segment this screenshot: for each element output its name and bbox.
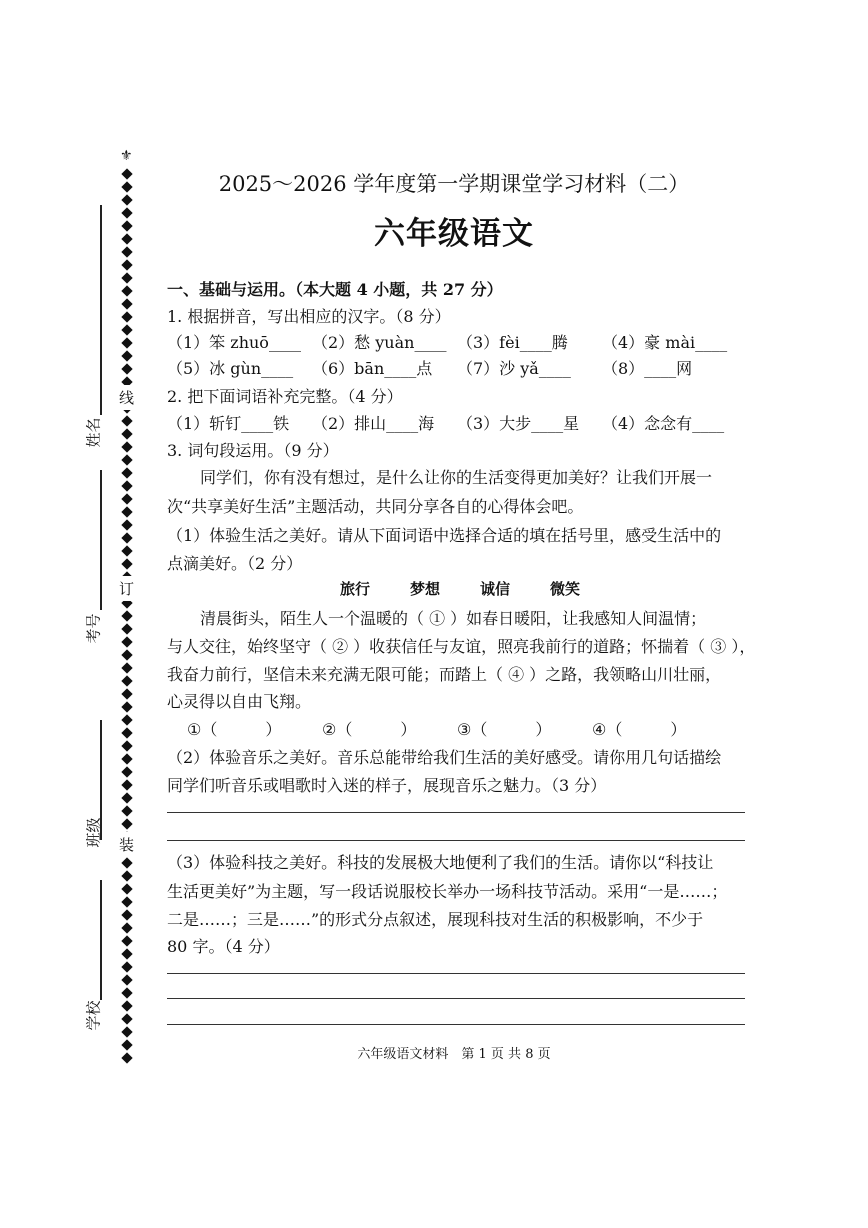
binding-diamond bbox=[121, 818, 132, 829]
binding-diamond bbox=[121, 675, 132, 686]
binding-diamond bbox=[121, 558, 132, 569]
answer-line[interactable] bbox=[167, 1024, 745, 1025]
q1-row2 bbox=[167, 356, 747, 379]
fill-answer-blank[interactable]: ④（ ） bbox=[592, 720, 687, 739]
binding-diamond bbox=[121, 545, 132, 556]
section-heading: 一、基础与运用。（本大题 4 小题，共 27 分） bbox=[167, 280, 503, 299]
binding-diamond bbox=[121, 870, 132, 881]
binding-diamond bbox=[121, 805, 132, 816]
school-label: 学校 bbox=[84, 1000, 103, 1031]
binding-diamond bbox=[121, 610, 132, 621]
q2-item: （3）大步____星 bbox=[457, 414, 580, 433]
q3-sub1-line: （1）体验生活之美好。请从下面词语中选择合适的填在括号里，感受生活中的 bbox=[167, 526, 722, 545]
exam-number-label: 考号 bbox=[84, 613, 103, 644]
q3-sub3-line: （3）体验科技之美好。科技的发展极大地便利了我们的生活。请你以“科技让 bbox=[167, 853, 714, 872]
answer-line[interactable] bbox=[167, 812, 745, 813]
binding-diamond bbox=[121, 454, 132, 465]
q1-item: （6）bān____点 bbox=[312, 359, 433, 378]
q1-item: （4）豪 mài____ bbox=[602, 333, 728, 352]
binding-diamond bbox=[121, 961, 132, 972]
class-label: 班级 bbox=[84, 817, 103, 848]
binding-diamond bbox=[121, 298, 132, 309]
q1-item: （3）fèi____腾 bbox=[457, 333, 568, 352]
q3-sub1-line: 点滴美好。（2 分） bbox=[167, 554, 303, 573]
binding-diamond bbox=[121, 350, 132, 361]
binding-diamond bbox=[121, 363, 132, 374]
q1-row1 bbox=[167, 330, 747, 353]
answer-line[interactable] bbox=[167, 973, 745, 974]
binding-diamond bbox=[121, 935, 132, 946]
q2-item: （2）排山____海 bbox=[312, 414, 435, 433]
q1-item: （5）冰 gùn____ bbox=[167, 359, 294, 378]
q3-sub2-line: 同学们听音乐或唱歌时入迷的样子，展现音乐之魅力。（3 分） bbox=[167, 776, 607, 795]
binding-diamond bbox=[121, 623, 132, 634]
binding-diamond bbox=[121, 519, 132, 530]
q2-item: （4）念念有____ bbox=[602, 414, 725, 433]
binding-diamond bbox=[121, 792, 132, 803]
binding-diamond bbox=[121, 1013, 132, 1024]
fill-answer-blank[interactable]: ①（ ） bbox=[187, 720, 282, 739]
binding-diamond bbox=[121, 493, 132, 504]
binding-diamond bbox=[121, 662, 132, 673]
binding-diamond bbox=[121, 285, 132, 296]
passage-line: 心灵得以自由飞翔。 bbox=[167, 692, 312, 711]
fill-answer-blank[interactable]: ②（ ） bbox=[322, 720, 417, 739]
binding-diamond bbox=[121, 649, 132, 660]
name-label: 姓名 bbox=[84, 417, 103, 448]
binding-diamond bbox=[121, 727, 132, 738]
binding-diamond bbox=[121, 896, 132, 907]
q3-intro-line: 同学们，你有没有想过，是什么让你的生活变得更加美好？让我们开展一 bbox=[200, 468, 713, 487]
q3-sub3-line: 生活更美好”为主题，写一段话说服校长举办一场科技节活动。采用“一是……； bbox=[167, 882, 728, 901]
binding-diamond bbox=[121, 259, 132, 270]
binding-diamond bbox=[121, 506, 132, 517]
binding-diamond bbox=[121, 636, 132, 647]
passage-line: 我奋力前行，坚信未来充满无限可能；而踏上（ ④ ）之路，我领略山川壮丽， bbox=[167, 665, 722, 684]
answer-line[interactable] bbox=[167, 840, 745, 841]
binding-diamond bbox=[121, 922, 132, 933]
q2-item: （1）斩钉____铁 bbox=[167, 414, 290, 433]
binding-diamond bbox=[121, 532, 132, 543]
binding-diamond bbox=[121, 883, 132, 894]
binding-diamond bbox=[121, 948, 132, 959]
binding-diamond bbox=[121, 688, 132, 699]
binding-diamond bbox=[121, 480, 132, 491]
exam-number-underline bbox=[100, 470, 102, 610]
passage-line: 清晨街头，陌生人一个温暖的（ ① ）如春日暖阳，让我感知人间温情； bbox=[200, 609, 707, 628]
fill-answers-row bbox=[187, 717, 727, 740]
binding-diamond bbox=[121, 987, 132, 998]
binding-diamond bbox=[121, 441, 132, 452]
answer-line[interactable] bbox=[167, 998, 745, 999]
word-bank-item: 微笑 bbox=[550, 580, 581, 598]
binding-diamond bbox=[121, 701, 132, 712]
binding-diamond bbox=[121, 857, 132, 868]
binding-diamond bbox=[121, 1000, 132, 1011]
binding-diamond bbox=[121, 311, 132, 322]
binding-diamond bbox=[121, 1026, 132, 1037]
exam-title: 2025～2026 学年度第一学期课堂学习材料（二） bbox=[218, 172, 690, 196]
q3-sub3-line: 80 字。（4 分） bbox=[167, 937, 280, 956]
binding-diamond bbox=[121, 909, 132, 920]
word-bank-item: 旅行 bbox=[340, 580, 371, 598]
binding-diamond-column bbox=[120, 152, 136, 1062]
seal-icon: ⚜ bbox=[120, 148, 133, 164]
binding-diamond bbox=[121, 467, 132, 478]
q1-item: （8）____网 bbox=[602, 359, 693, 378]
binding-diamond bbox=[121, 415, 132, 426]
binding-diamond bbox=[121, 272, 132, 283]
word-bank-item: 诚信 bbox=[480, 580, 511, 598]
seal-char-line: 线 bbox=[119, 385, 134, 410]
school-underline bbox=[100, 880, 102, 1000]
q1-item: （2）愁 yuàn____ bbox=[312, 333, 447, 352]
word-bank-item: 梦想 bbox=[410, 580, 441, 598]
binding-diamond bbox=[121, 753, 132, 764]
seal-char-bind: 装 bbox=[119, 832, 134, 857]
q1-item: （7）沙 yǎ____ bbox=[457, 359, 571, 378]
binding-diamond bbox=[121, 974, 132, 985]
word-bank bbox=[340, 578, 580, 599]
q1-prompt: 1. 根据拼音，写出相应的汉字。（8 分） bbox=[167, 307, 451, 326]
binding-diamond bbox=[121, 740, 132, 751]
q2-row bbox=[167, 411, 747, 434]
q3-sub3-line: 二是……；三是……”的形式分点叙述，展现科技对生活的积极影响，不少于 bbox=[167, 910, 704, 929]
exam-subtitle: 六年级语文 bbox=[374, 216, 534, 252]
binding-diamond bbox=[121, 766, 132, 777]
binding-diamond bbox=[121, 779, 132, 790]
passage-line: 与人交往，始终坚守（ ② ）收获信任与友谊，照亮我前行的道路；怀揣着（ ③ ）， bbox=[167, 637, 756, 656]
q3-intro-line: 次“共享美好生活”主题活动，共同分享各自的心得体会吧。 bbox=[167, 497, 584, 516]
fill-answer-blank[interactable]: ③（ ） bbox=[457, 720, 552, 739]
q2-prompt: 2. 把下面词语补充完整。（4 分） bbox=[167, 387, 403, 406]
q1-item: （1）笨 zhuō____ bbox=[167, 333, 301, 352]
page-footer: 六年级语文材料 第 1 页 共 8 页 bbox=[357, 1047, 551, 1062]
q3-prompt: 3. 词句段运用。（9 分） bbox=[167, 441, 339, 460]
q3-sub2-line: （2）体验音乐之美好。音乐总能带给我们生活的美好感受。请你用几句话描绘 bbox=[167, 748, 722, 767]
binding-diamond bbox=[121, 324, 132, 335]
seal-char-order: 订 bbox=[119, 576, 134, 601]
binding-diamond bbox=[121, 337, 132, 348]
binding-diamond bbox=[121, 714, 132, 725]
binding-diamond bbox=[121, 428, 132, 439]
